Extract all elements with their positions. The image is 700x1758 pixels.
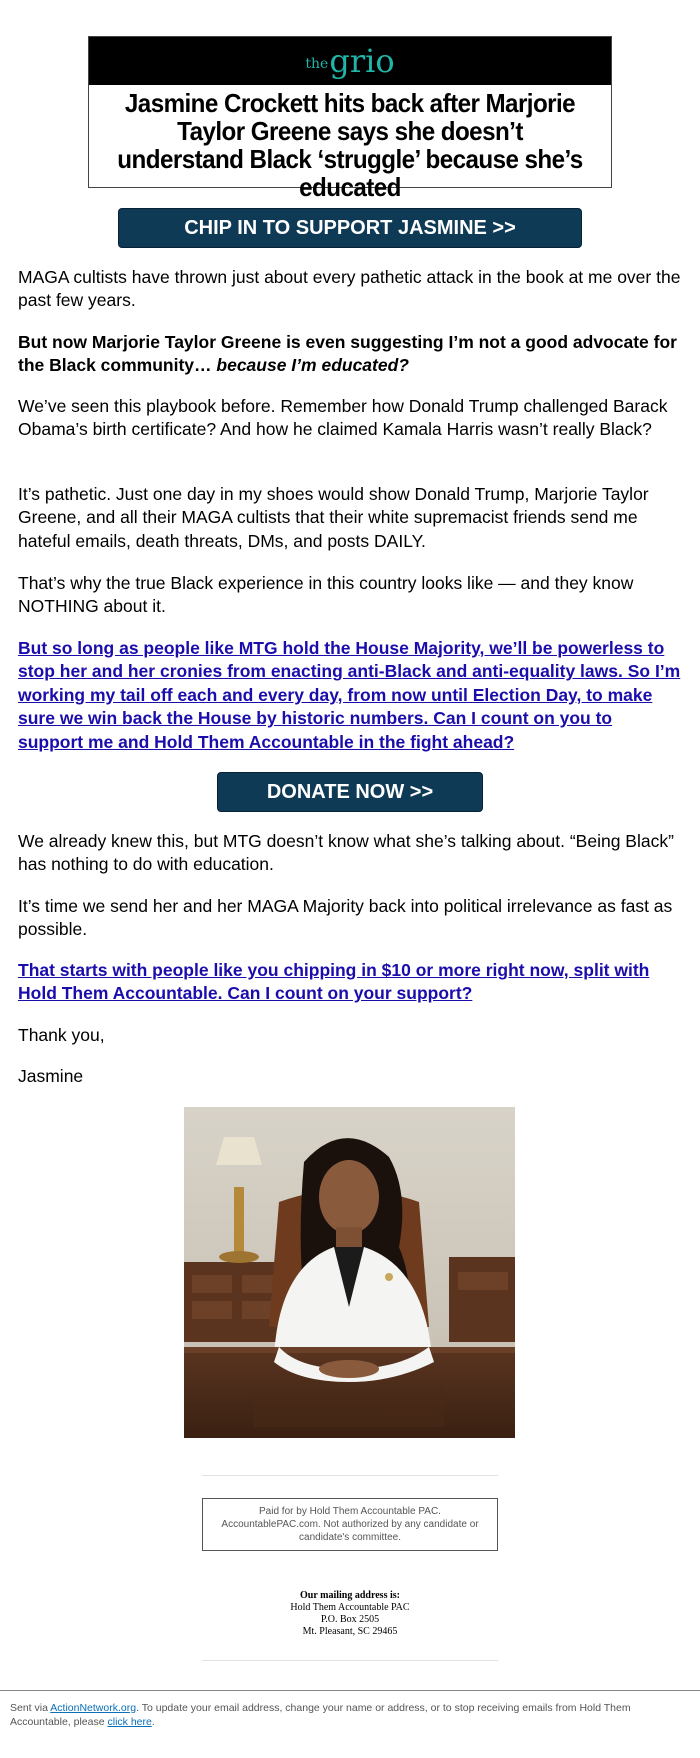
- divider-top: [202, 1475, 498, 1476]
- mailing-address-heading: Our mailing address is:: [300, 1590, 400, 1601]
- mailing-address-line1: Hold Them Accountable PAC: [290, 1602, 410, 1613]
- chip-in-link[interactable]: That starts with people like you chipping in $10 or more right now, split with Hold Them Accountable. Can I count on your support?: [18, 960, 650, 1004]
- mailing-address: [202, 1590, 498, 1638]
- footer-divider: [0, 1690, 700, 1691]
- house-majority-link[interactable]: But so long as people like MTG hold the House Majority, we’ll be powerless to stop her and her cronies from enacting anti-Black and anti-equality laws. So I’m working my tail off each and every day, from now until Election Day, to make sure we win back the House by historic numbers. Can I count on you to support me and Hold Them Accountable in the fight ahead?: [18, 638, 681, 752]
- footer-prefix: Sent via: [10, 1702, 51, 1714]
- chip-in-button[interactable]: CHIP IN TO SUPPORT JASMINE >>: [118, 208, 582, 248]
- donate-now-button[interactable]: DONATE NOW >>: [217, 772, 483, 812]
- mailing-address-line3: Mt. Pleasant, SC 29465: [302, 1626, 398, 1637]
- article-headline: Jasmine Crockett hits back after Marjorie Taylor Greene says she doesn’t understand Black ‘struggle’ because she’s educated: [117, 88, 583, 202]
- thank-you-text: Thank you,: [18, 1025, 105, 1045]
- paragraph-playbook: We’ve seen this playbook before. Remember how Donald Trump challenged Barack Obama’s birth certificate? And how he claimed Kamala Harris wasn’t really Black?: [18, 396, 668, 440]
- paragraph-mtg-claim: [18, 331, 682, 378]
- paragraph-mtg-claim-italic: because I’m educated?: [216, 355, 409, 376]
- paragraph-mtg-claim-bold: But now Marjorie Taylor Greene is even suggesting I’m not a good advocate for the Black community…: [18, 332, 677, 376]
- footer-middle: . To update your email address, change your name or address, or to stop receiving emails from Hold Them Accountable, please: [10, 1702, 631, 1728]
- paragraph-link-house-majority: [18, 637, 682, 754]
- article-headline-card[interactable]: [88, 36, 612, 202]
- paragraph-black-experience: That’s why the true Black experience in this country looks like — and they know NOTHING about it.: [18, 573, 634, 617]
- logo-grio: grio: [329, 42, 395, 80]
- paid-for-disclaimer: Paid for by Hold Them Accountable PAC. AccountablePAC.com. Not authorized by any candidate or candidate's committee.: [202, 1498, 498, 1551]
- paragraph-education: We already knew this, but MTG doesn’t know what she’s talking about. “Being Black” has nothing to do with education.: [18, 831, 674, 875]
- paragraph-pathetic: It’s pathetic. Just one day in my shoes would show Donald Trump, Marjorie Taylor Greene, and all their MAGA cultists that their white supremacist friends send me hateful emails, death threats, DMs, and posts DAILY.: [18, 484, 649, 551]
- paragraph-intro: MAGA cultists have thrown just about every pathetic attack in the book at me over the past few years.: [18, 267, 681, 311]
- divider-bottom: [202, 1660, 498, 1661]
- actionnetwork-link[interactable]: ActionNetwork.org: [50, 1702, 137, 1714]
- thegrio-logo-bar: [89, 37, 611, 85]
- paragraph-link-chip-in: [18, 959, 682, 1006]
- signoff-name: Jasmine: [18, 1066, 84, 1086]
- unsubscribe-link[interactable]: click here: [107, 1716, 152, 1728]
- logo-the: the: [305, 56, 329, 72]
- mailing-address-line2: P.O. Box 2505: [320, 1614, 380, 1625]
- thegrio-logo: [305, 42, 395, 80]
- footer-suffix: .: [151, 1716, 155, 1728]
- footer-text: [10, 1701, 690, 1729]
- paragraph-irrelevance: It’s time we send her and her MAGA Majority back into political irrelevance as fast as possible.: [18, 896, 673, 940]
- jasmine-crockett-photo: [184, 1107, 515, 1438]
